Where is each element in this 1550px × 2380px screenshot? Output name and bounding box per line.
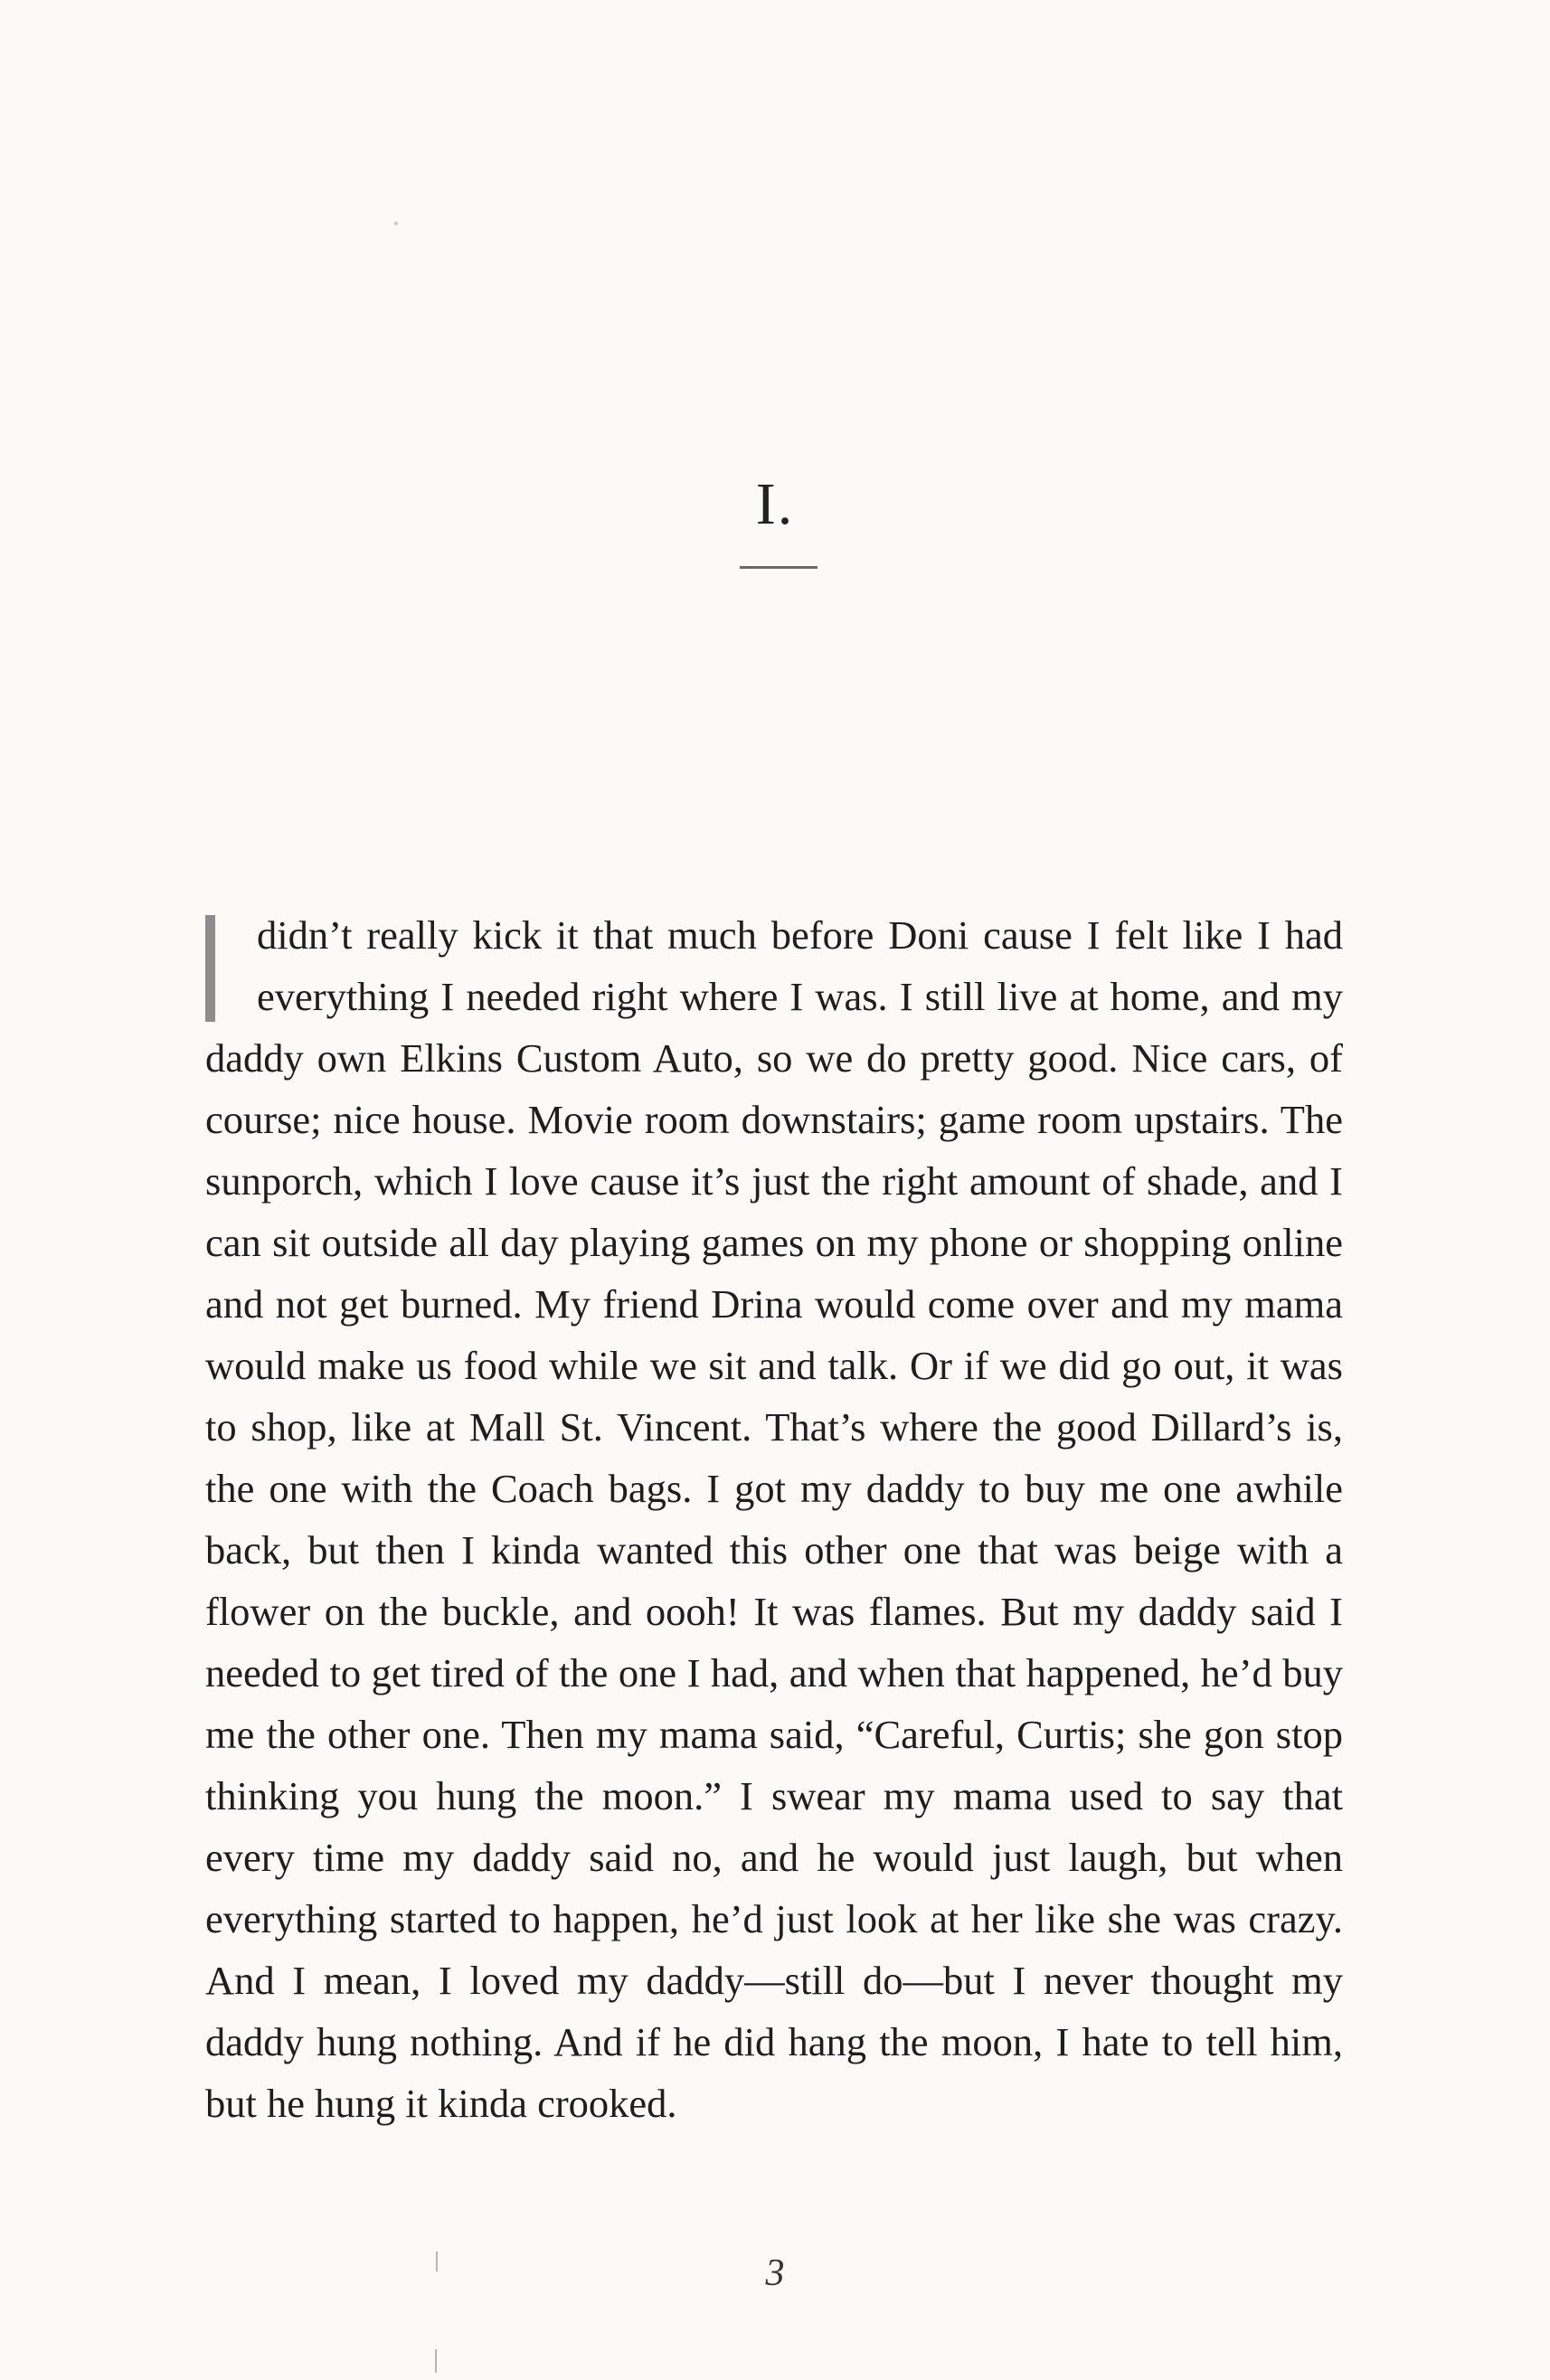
- page-number: 3: [765, 2252, 785, 2294]
- chapter-number: I.: [755, 471, 795, 537]
- chapter-divider: [740, 566, 818, 569]
- body-paragraph: didn’t really kick it that much before Doni cause I felt like I had everything I needed right where I was. I still live at home, and my daddy own Elkins Custom Auto, so we do pretty good. Nice cars, of course; nice house. Movie room downstairs; game room upstairs. The sunporch, which I love cause it’s just the right amount of shade, and I can sit outside all day playing games on my phone or shopping online and not get burned. My friend Drina would come over and my mama would make us food while we sit and talk. Or if we did go out, it was to shop, like at Mall St. Vincent. That’s where the good Dillard’s is, the one with the Coach bags. I got my daddy to buy me one awhile back, but then I kinda wanted this other one that was beige with a flower on the buckle, and oooh! It was flames. But my daddy said I needed to get tired of the one I had, and when that happened, he’d buy me the other one. Then my mama said, “Careful, Curtis; she gon stop thinking you hung the moon.” I swear my mama used to say that every time my daddy said no, and he would just laugh, but when everything started to happen, he’d just look at her like she was crazy. And I mean, I loved my daddy—still do—but I never thought my daddy hung nothing. And if he did hang the moon, I hate to tell him, but he hung it kinda crooked.: [205, 912, 1343, 2126]
- paper-speck: [394, 222, 398, 225]
- chapter-body: [205, 904, 1343, 2134]
- drop-cap-initial: [205, 915, 215, 1022]
